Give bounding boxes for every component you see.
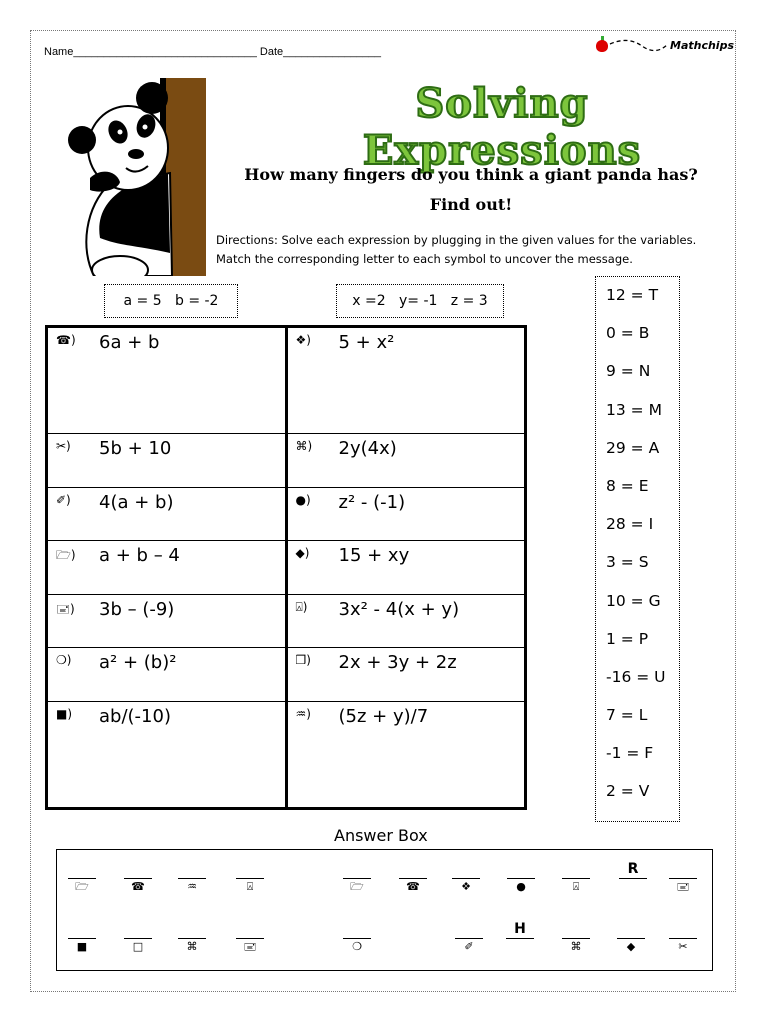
problem-symbol: 🖃) [56, 601, 75, 616]
key-entry: 29 = A [606, 438, 660, 457]
problem-symbol: ✂) [56, 439, 71, 454]
answer-slot[interactable] [617, 920, 645, 955]
answer-letter [455, 920, 483, 938]
answer-letter [343, 860, 371, 878]
key-entry: -16 = U [606, 667, 666, 686]
problem-row [47, 327, 526, 434]
key-entry: -1 = F [606, 744, 654, 763]
answer-slot[interactable] [562, 920, 590, 955]
answer-slot[interactable] [452, 860, 480, 895]
problem-symbol: ⌘) [295, 439, 313, 454]
problem-symbol: ❖) [295, 333, 311, 347]
apple-icon [596, 40, 608, 52]
problem-cell-left[interactable] [47, 648, 287, 702]
answer-symbol: ⍓ [246, 880, 254, 893]
problem-symbol: ●) [295, 492, 311, 507]
answer-letter [669, 920, 697, 938]
answer-letter [617, 920, 645, 938]
question-line-1: How many fingers do you think a giant panda has? [244, 165, 698, 184]
answer-symbol: ☎ [406, 880, 420, 893]
problem-cell-right[interactable] [286, 487, 526, 541]
answer-symbol: ◆ [626, 940, 636, 953]
answer-slot[interactable] [455, 920, 483, 955]
problem-cell-right[interactable] [286, 541, 526, 595]
problem-cell-right[interactable] [286, 648, 526, 702]
problem-symbol: ❒) [295, 653, 311, 668]
problem-expression: 2y(4x) [338, 438, 397, 460]
problem-row [47, 434, 526, 488]
directions [216, 231, 736, 269]
problem-cell-left[interactable] [47, 434, 287, 488]
problem-cell-left[interactable] [47, 541, 287, 595]
answer-symbol: ✐ [464, 940, 474, 953]
answer-slot[interactable] [669, 920, 697, 955]
answer-letter [124, 860, 152, 878]
answer-letter [452, 860, 480, 878]
answer-line [506, 938, 534, 939]
problem-cell-right[interactable] [286, 701, 526, 808]
problems-table [45, 325, 527, 810]
answer-symbol: ⍓ [572, 880, 580, 893]
answer-slot[interactable] [399, 860, 427, 895]
key-entry: 7 = L [606, 706, 648, 725]
answer-box-title: Answer Box [334, 826, 428, 845]
problem-cell-right[interactable] [286, 327, 526, 434]
problem-expression: 6a + b [99, 332, 160, 353]
answer-letter [68, 860, 96, 878]
answer-letter [178, 860, 206, 878]
key-entry: 8 = E [606, 476, 649, 495]
variables-box-right: x =2 y= -1 z = 3 [336, 284, 504, 318]
key-entry: 10 = G [606, 591, 661, 610]
problem-symbol: ✐) [56, 492, 71, 507]
answer-letter [669, 860, 697, 878]
answer-box [56, 849, 713, 971]
key-entry: 12 = T [606, 286, 659, 304]
answer-slot[interactable] [343, 920, 371, 955]
answer-slot[interactable] [507, 860, 535, 895]
key-entry: 13 = M [606, 400, 662, 419]
answer-symbol: 🗁 [350, 880, 364, 893]
logo-text: Mathchips [670, 39, 735, 52]
answer-symbol: ✂ [678, 940, 688, 953]
problem-row [47, 701, 526, 808]
answer-slot[interactable] [236, 920, 264, 955]
answer-letter [236, 860, 264, 878]
answer-symbol: ● [516, 880, 526, 893]
answer-slot[interactable] [124, 920, 152, 955]
problem-symbol: ◆) [295, 546, 310, 561]
answer-letter [562, 920, 590, 938]
answer-letter: H [514, 921, 526, 937]
answer-symbol: 🖃 [676, 880, 690, 893]
answer-symbol: ■ [76, 940, 88, 953]
answer-letter [343, 920, 371, 938]
answer-slot[interactable] [619, 860, 647, 879]
problem-symbol: ♒) [295, 706, 311, 721]
problem-cell-left[interactable] [47, 594, 287, 648]
answer-slot[interactable] [178, 920, 206, 955]
answer-slot[interactable] [506, 920, 534, 939]
problem-symbol: 🗁) [56, 548, 76, 563]
answer-symbol: ♒ [187, 880, 197, 893]
problem-cell-right[interactable] [286, 594, 526, 648]
problem-expression: 3x² - 4(x + y) [338, 598, 460, 620]
answer-slot[interactable] [68, 920, 96, 955]
answer-letter [399, 860, 427, 878]
directions-line-2: Match the corresponding letter to each symbol to uncover the message. [216, 252, 633, 266]
answer-symbol: □ [132, 940, 144, 953]
problem-row [47, 541, 526, 595]
answer-symbol: ☎ [131, 880, 145, 893]
problem-symbol: ■) [56, 706, 73, 721]
problem-row [47, 648, 526, 702]
answer-symbol: ❖ [461, 880, 471, 893]
answer-symbol: ❍ [352, 940, 362, 953]
problem-row [47, 487, 526, 541]
key-entry: 28 = I [606, 515, 654, 534]
answer-line [619, 878, 647, 879]
answer-letter [562, 860, 590, 878]
dashed-path-icon [608, 38, 670, 56]
key-entry: 0 = B [606, 324, 650, 343]
answer-slot[interactable] [68, 860, 96, 895]
problem-expression: a² + (b)² [99, 652, 177, 674]
problem-expression: a + b – 4 [99, 545, 180, 567]
key-entry: 3 = S [606, 553, 649, 572]
answer-letter: R [627, 861, 639, 877]
answer-letter [68, 920, 96, 938]
answer-slot[interactable] [669, 860, 697, 895]
problem-symbol: ❍) [56, 653, 72, 668]
name-date-line[interactable]: Name______________________________ Date________________ [44, 46, 382, 58]
question [216, 160, 726, 220]
problem-expression: 3b – (-9) [99, 598, 175, 620]
worksheet-title: Solving Expressions [362, 80, 642, 174]
problem-cell-left[interactable] [47, 327, 287, 434]
key-entry: 1 = P [606, 629, 649, 648]
directions-line-1: Directions: Solve each expression by plugging in the given values for the variables. [216, 233, 697, 247]
answer-letter [236, 920, 264, 938]
answer-key [595, 276, 680, 822]
answer-slot[interactable] [178, 860, 206, 895]
answer-slot[interactable] [236, 860, 264, 895]
problem-expression: 4(a + b) [99, 491, 174, 513]
key-entry: 9 = N [606, 362, 651, 381]
answer-symbol: 🖃 [243, 940, 257, 953]
problem-expression: (5z + y)/7 [338, 705, 429, 727]
answer-symbol: ⌘ [570, 940, 582, 953]
problem-expression: 15 + xy [338, 545, 410, 567]
answer-symbol: ⌘ [186, 940, 198, 953]
answer-letter [507, 860, 535, 878]
problem-expression: 5b + 10 [99, 438, 172, 460]
problem-cell-right[interactable] [286, 434, 526, 488]
problem-cell-left[interactable] [47, 487, 287, 541]
variables-box-left: a = 5 b = -2 [104, 284, 238, 318]
answer-slot[interactable] [343, 860, 371, 895]
problem-symbol: ☎) [56, 333, 76, 347]
problem-symbol: ⍓) [295, 599, 308, 614]
answer-symbol: 🗁 [75, 880, 89, 893]
answer-slot[interactable] [124, 860, 152, 895]
key-entry: 2 = V [606, 782, 650, 801]
answer-letter [178, 920, 206, 938]
mathchips-logo [592, 36, 734, 58]
problem-expression: 2x + 3y + 2z [338, 652, 457, 674]
problem-expression: z² - (-1) [338, 491, 406, 513]
answer-letter [124, 920, 152, 938]
problem-expression: ab/(-10) [99, 705, 171, 727]
panda-illustration [60, 78, 210, 276]
problem-row [47, 594, 526, 648]
problem-cell-left[interactable] [47, 701, 287, 808]
answer-slot[interactable] [562, 860, 590, 895]
question-line-2: Find out! [429, 195, 513, 214]
problem-expression: 5 + x² [338, 332, 395, 353]
